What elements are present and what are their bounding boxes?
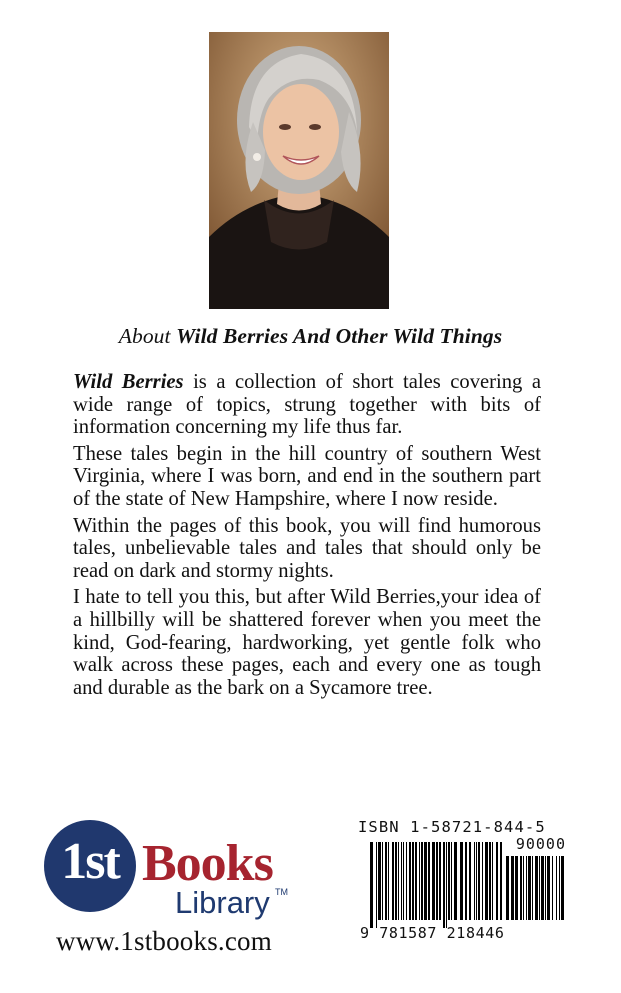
barcode-main-icon	[370, 842, 503, 928]
barcode-bar	[406, 842, 407, 920]
barcode-bar	[448, 842, 450, 920]
barcode-bar	[496, 842, 498, 920]
addon-code: 90000	[515, 835, 566, 853]
author-photo	[209, 32, 389, 309]
barcode-bar	[547, 856, 550, 920]
barcode-bar	[545, 856, 546, 920]
logo-word: Books	[142, 835, 273, 892]
barcode-bar	[446, 842, 447, 928]
barcode-bar	[492, 842, 493, 920]
barcode-bar	[535, 856, 538, 920]
paragraph-4: I hate to tell you this, but after Wild Berries,your idea of a hillbilly will be shattered forever when you meet the kind, God-fearing, hardworking, yet gentle folk who walk across these pages, each and every one as tough and durable as the bark on a Sycamore tree.	[73, 586, 541, 699]
barcode-bar	[478, 842, 480, 920]
barcode-bar	[528, 856, 531, 920]
barcode-bar	[385, 842, 387, 920]
barcode-bar	[511, 856, 514, 920]
barcode-bar	[476, 842, 477, 920]
paragraph-1-lead: Wild Berries	[73, 371, 184, 393]
barcode-bar	[465, 842, 467, 920]
barcode-bar	[460, 842, 463, 920]
publisher-url: www.1stbooks.com	[56, 926, 272, 956]
barcode-bar	[443, 842, 445, 928]
barcode-bar	[432, 842, 435, 920]
author-portrait-icon	[209, 32, 389, 309]
barcode-bar	[392, 842, 394, 920]
barcode-bar	[500, 842, 502, 920]
barcode-bar	[469, 842, 471, 920]
publisher-logo	[38, 820, 318, 930]
barcode-bar	[454, 842, 457, 920]
barcode-bar	[382, 842, 383, 920]
barcode-bar	[451, 842, 452, 920]
about-prefix: About	[118, 324, 171, 348]
description-text	[73, 371, 541, 703]
barcode-bar	[439, 842, 441, 920]
barcode-bar	[559, 856, 560, 920]
barcode-bar	[489, 842, 491, 920]
barcode-bar	[506, 856, 509, 920]
barcode-bar	[485, 842, 488, 920]
barcode-bar	[523, 856, 524, 920]
barcode-bar	[436, 842, 438, 920]
about-heading	[0, 324, 621, 349]
barcode-bar	[421, 842, 423, 920]
book-title: Wild Berries And Other Wild Things	[176, 324, 503, 348]
barcode-bar	[515, 856, 518, 920]
barcode-bar	[376, 842, 377, 928]
barcode-bar	[561, 856, 564, 920]
barcode-bar	[395, 842, 397, 920]
barcode-bar	[556, 856, 557, 920]
barcode-bar	[541, 856, 544, 920]
logo-trademark: TM	[275, 887, 288, 897]
paragraph-1-rest: is a collection of short tales covering a wide range of topics, strung together with bits of information concerning my life thus far.	[73, 371, 541, 439]
barcode-bar	[398, 842, 399, 920]
barcode-bar	[388, 842, 389, 920]
logo-sub: Library	[175, 885, 270, 920]
barcode-bar	[370, 842, 373, 928]
barcode-bar	[474, 842, 475, 920]
barcode-bar	[552, 856, 553, 920]
isbn-text: ISBN 1-58721-844-5	[358, 818, 546, 836]
barcode-bar	[539, 856, 540, 920]
barcode-bar	[526, 856, 527, 920]
barcode-addon-icon	[506, 856, 564, 928]
barcode-bar	[378, 842, 381, 920]
barcode-bar	[415, 842, 417, 920]
logo-number: 1st	[61, 833, 119, 890]
barcode-bar	[520, 856, 522, 920]
paragraph-1	[73, 371, 541, 439]
barcode-bar	[401, 842, 402, 920]
barcode-bar	[428, 842, 430, 920]
paragraph-2: These tales begin in the hill country of southern West Virginia, where I was born, and end in the southern part of the state of New Hampshire, where I now reside.	[73, 442, 541, 510]
barcode-bar	[409, 842, 411, 920]
barcode-bar	[424, 842, 427, 920]
ean-text: 9 781587 218446	[360, 924, 505, 942]
barcode-bar	[412, 842, 414, 920]
paragraph-3: Within the pages of this book, you will find humorous tales, unbelievable tales and tales that should only be read on dark and stormy nights.	[73, 514, 541, 582]
barcode	[358, 818, 568, 946]
barcode-bar	[482, 842, 483, 920]
barcode-bar	[419, 842, 420, 920]
barcode-bar	[532, 856, 533, 920]
barcode-bar	[403, 842, 404, 920]
